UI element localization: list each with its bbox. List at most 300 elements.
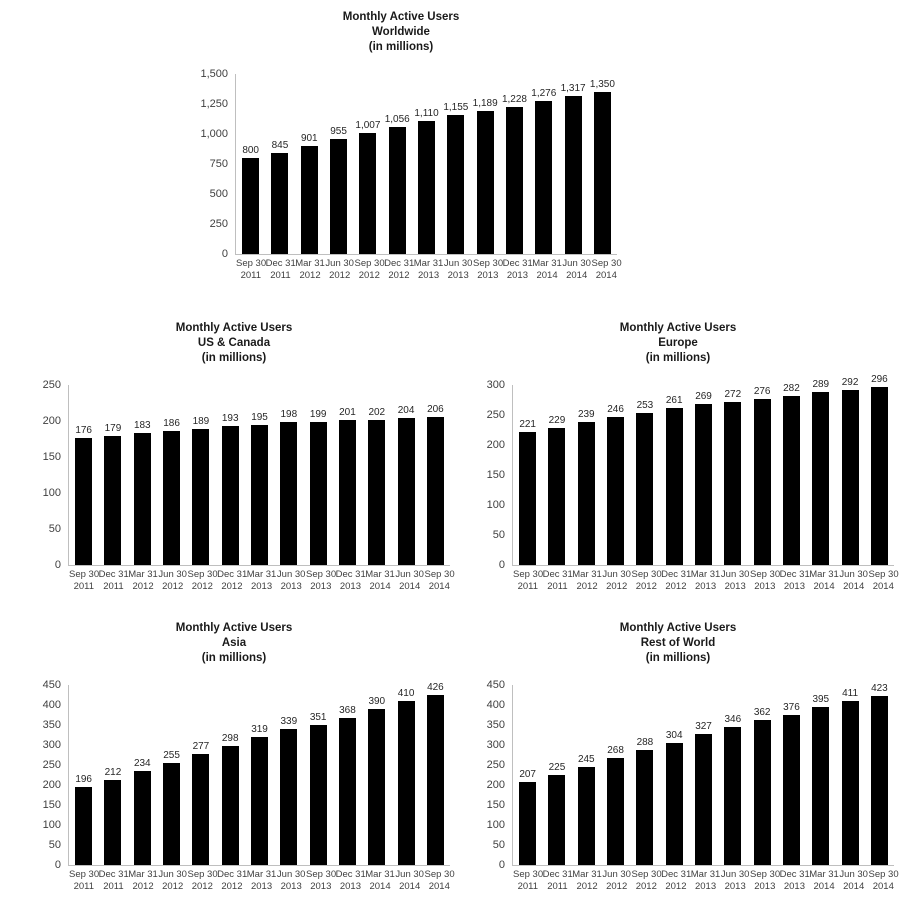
- bar: [222, 426, 239, 565]
- x-tick-line1: Sep 30: [631, 869, 662, 880]
- bar-value-label: 207: [519, 769, 536, 781]
- bar-value-label: 1,276: [531, 87, 557, 99]
- x-tick-line2: 2013: [783, 581, 805, 592]
- y-tick-label: 300: [486, 739, 505, 751]
- bar: [724, 727, 741, 865]
- x-tick-line1: Dec 31: [217, 569, 248, 580]
- bar-group: [295, 74, 324, 254]
- plot-row: [18, 679, 450, 871]
- chart-title-line3: (in millions): [645, 352, 711, 364]
- plot-row: [18, 379, 450, 571]
- chart-title-line2: Europe: [658, 337, 698, 349]
- x-tick-line2: 2013: [694, 881, 717, 892]
- x-tick-label: [266, 255, 296, 282]
- x-tick-line2: 2012: [221, 881, 243, 892]
- bar-group: [421, 681, 450, 865]
- x-tick-line2: 2011: [73, 881, 95, 892]
- chart-plot: [18, 379, 455, 593]
- x-tick-line2: 2013: [417, 270, 440, 281]
- x-tick-line1: Dec 31: [335, 569, 366, 580]
- bar-value-label: 1,350: [589, 79, 615, 90]
- bar-group: [69, 685, 98, 865]
- x-tick-line2: 2013: [250, 581, 273, 592]
- x-tick-line1: Mar 31: [413, 258, 444, 269]
- y-tick-label: 450: [486, 679, 505, 691]
- bar-group: [333, 685, 362, 865]
- bar-value-label: 255: [163, 750, 180, 761]
- y-tick-label: 200: [42, 779, 61, 791]
- x-labels: [236, 255, 621, 282]
- bar-value-label: 183: [133, 420, 151, 432]
- bar-value-label: 202: [368, 406, 386, 418]
- x-tick-line2: 2011: [547, 881, 568, 892]
- bar-value-label: 268: [607, 744, 624, 756]
- x-tick-label: [503, 255, 533, 282]
- bar-group: [777, 382, 806, 565]
- bar-group: [186, 685, 215, 865]
- x-tick-label: [632, 566, 662, 593]
- x-tick-line2: 2013: [724, 881, 746, 892]
- x-tick-line1: Mar 31: [128, 569, 158, 580]
- bar-group: [572, 385, 601, 565]
- x-tick-line2: 2014: [843, 581, 865, 592]
- chart-worldwide: [185, 6, 622, 282]
- x-tick-label: [69, 866, 99, 893]
- x-tick-line1: Mar 31: [365, 869, 395, 880]
- x-tick-label: [869, 866, 899, 893]
- bar: [280, 422, 297, 565]
- x-tick-label: [562, 255, 592, 282]
- bar: [310, 725, 327, 865]
- x-tick-label: [750, 566, 780, 593]
- x-tick-line1: Sep 30: [424, 569, 455, 580]
- bar-value-label: 298: [221, 732, 239, 744]
- x-tick-line2: 2012: [191, 881, 213, 892]
- x-tick-line2: 2012: [388, 270, 410, 281]
- x-tick-label: [395, 866, 425, 893]
- bar: [368, 709, 385, 865]
- bar-value-label: 201: [339, 407, 356, 419]
- x-tick-line1: Dec 31: [265, 258, 296, 269]
- x-tick-line2: 2011: [73, 581, 95, 592]
- y-axis: [462, 679, 512, 871]
- x-tick-line2: 2014: [536, 270, 558, 281]
- x-tick-label: [869, 566, 899, 593]
- x-tick-label: [691, 566, 721, 593]
- bar-value-label: 351: [309, 711, 327, 723]
- x-axis: [185, 255, 622, 282]
- x-tick-label: [632, 866, 662, 893]
- x-tick-line1: Mar 31: [809, 869, 839, 880]
- chart-title-line1: Monthly Active Users: [619, 622, 737, 634]
- bar-group: [529, 74, 558, 254]
- x-tick-label: [780, 866, 810, 893]
- chart-plot: [462, 679, 899, 893]
- x-tick-label: [513, 866, 543, 893]
- y-tick-label: 200: [486, 439, 505, 451]
- x-tick-line1: Mar 31: [572, 869, 602, 880]
- bar: [578, 422, 595, 565]
- bar: [607, 758, 624, 865]
- bar-value-label: 1,110: [414, 107, 439, 119]
- bar: [163, 763, 180, 865]
- y-tick-label: 300: [42, 739, 61, 751]
- x-tick-line2: 2013: [310, 581, 332, 592]
- chart-title-line1: Monthly Active Users: [342, 11, 460, 23]
- bar: [783, 396, 800, 565]
- bar-group: [362, 385, 391, 565]
- x-tick-label: [532, 255, 562, 282]
- x-tick-line1: Sep 30: [750, 869, 781, 880]
- bar: [695, 404, 712, 565]
- x-tick-line1: Sep 30: [868, 569, 899, 580]
- bar: [104, 436, 121, 565]
- bar-group: [689, 385, 718, 565]
- x-tick-line2: 2014: [595, 270, 617, 281]
- bar-value-label: 327: [695, 721, 712, 733]
- x-tick-label: [217, 866, 247, 893]
- x-tick-line2: 2014: [369, 881, 391, 892]
- chart-plot: [18, 679, 455, 893]
- x-tick-line1: Jun 30: [602, 569, 631, 580]
- plot-row: [185, 68, 617, 260]
- bar: [695, 734, 712, 865]
- bar-value-label: 339: [280, 716, 298, 728]
- x-tick-line1: Sep 30: [591, 258, 622, 269]
- x-tick-line2: 2014: [872, 881, 894, 892]
- x-tick-line2: 2012: [132, 881, 154, 892]
- bar-value-label: 1,228: [501, 93, 527, 105]
- y-tick-label: 250: [486, 409, 505, 421]
- bar: [535, 101, 552, 254]
- bar-group: [157, 385, 186, 565]
- bar: [594, 92, 611, 254]
- chart-plot: [185, 68, 622, 282]
- x-tick-label: [602, 566, 632, 593]
- bar-value-label: 176: [75, 425, 92, 437]
- x-tick-line1: Jun 30: [325, 258, 354, 269]
- bar-value-label: 1,155: [443, 102, 469, 114]
- y-tick-label: 50: [492, 839, 505, 851]
- chart-us-canada: [18, 317, 455, 593]
- x-tick-line2: 2013: [754, 881, 776, 892]
- x-tick-label: [69, 566, 99, 593]
- chart-title-line1: Monthly Active Users: [619, 322, 737, 334]
- chart-title-line2: Worldwide: [372, 26, 430, 38]
- y-tick-label: 250: [42, 379, 61, 391]
- x-tick-line2: 2014: [369, 581, 391, 592]
- y-tick-label: 100: [486, 499, 505, 511]
- bar-group: [513, 385, 542, 565]
- x-tick-line1: Jun 30: [839, 869, 868, 880]
- bar-group: [835, 685, 864, 865]
- bar-value-label: 206: [427, 403, 444, 415]
- y-tick-label: 100: [42, 487, 61, 499]
- x-tick-line2: 2012: [162, 881, 184, 892]
- bar-group: [274, 685, 303, 865]
- x-tick-line2: 2012: [665, 881, 687, 892]
- bar: [636, 750, 653, 865]
- chart-europe: [462, 317, 899, 593]
- bar: [222, 746, 239, 865]
- bar-value-label: 199: [309, 408, 327, 420]
- bar-value-label: 845: [271, 139, 289, 151]
- bar-value-label: 423: [871, 682, 888, 694]
- x-tick-line2: 2011: [240, 270, 262, 281]
- bar: [548, 428, 565, 565]
- chart-title: [462, 317, 894, 366]
- x-axis-spacer: [462, 566, 513, 593]
- bar-value-label: 800: [242, 145, 259, 156]
- bar-value-label: 261: [665, 395, 683, 407]
- bar-group: [689, 685, 718, 865]
- bar-group: [128, 685, 157, 865]
- x-axis: [462, 566, 899, 593]
- bar-value-label: 245: [577, 754, 595, 765]
- x-tick-label: [217, 566, 247, 593]
- bar-value-label: 395: [812, 694, 830, 705]
- chart-title-line2: Asia: [221, 637, 247, 649]
- chart-plot: [462, 374, 899, 593]
- bar-group: [216, 385, 245, 565]
- y-tick-label: 0: [498, 859, 505, 871]
- x-axis: [462, 866, 899, 893]
- bar-group: [421, 385, 450, 565]
- x-tick-line1: Sep 30: [473, 258, 504, 269]
- x-axis-spacer: [462, 866, 513, 893]
- bar: [75, 787, 92, 865]
- x-tick-line1: Jun 30: [839, 569, 868, 580]
- x-tick-label: [473, 255, 503, 282]
- y-tick-label: 100: [486, 819, 505, 831]
- x-tick-line2: 2012: [635, 881, 657, 892]
- x-tick-label: [306, 566, 336, 593]
- x-tick-line1: Sep 30: [750, 569, 781, 580]
- x-tick-line1: Dec 31: [98, 569, 129, 580]
- x-tick-line1: Dec 31: [779, 569, 810, 580]
- x-tick-line2: 2014: [399, 581, 421, 592]
- bar-group: [558, 74, 587, 254]
- x-axis-spacer: [18, 566, 69, 593]
- x-tick-line1: Mar 31: [246, 569, 277, 580]
- bar-value-label: 376: [783, 701, 800, 713]
- bar-value-label: 390: [368, 696, 386, 707]
- y-tick-label: 250: [209, 218, 228, 230]
- plot-area: [235, 74, 617, 255]
- x-tick-label: [325, 255, 355, 282]
- bar: [447, 115, 464, 254]
- chart-title-line3: (in millions): [201, 352, 267, 364]
- x-axis: [18, 566, 455, 593]
- x-tick-line1: Sep 30: [631, 569, 662, 580]
- x-tick-line1: Sep 30: [354, 258, 385, 269]
- x-tick-line2: 2012: [665, 581, 687, 592]
- x-tick-line2: 2014: [872, 581, 894, 592]
- bar: [666, 408, 683, 565]
- bar: [427, 695, 444, 865]
- x-tick-line2: 2011: [517, 581, 539, 592]
- bar-value-label: 276: [753, 386, 771, 398]
- plot-area: [512, 682, 894, 866]
- x-tick-line1: Dec 31: [502, 258, 533, 269]
- x-labels: [69, 866, 454, 893]
- x-tick-label: [99, 566, 129, 593]
- x-tick-label: [543, 566, 573, 593]
- y-tick-label: 50: [48, 839, 61, 851]
- bar: [271, 153, 288, 254]
- x-tick-line1: Dec 31: [661, 569, 692, 580]
- bar-value-label: 246: [607, 404, 624, 416]
- x-tick-line2: 2013: [694, 581, 717, 592]
- bar: [192, 754, 209, 865]
- bar: [812, 392, 829, 565]
- y-axis: [18, 379, 68, 571]
- bar: [842, 701, 859, 865]
- y-tick-label: 200: [42, 415, 61, 427]
- x-tick-line1: Jun 30: [158, 869, 187, 880]
- x-tick-line1: Sep 30: [306, 869, 337, 880]
- x-tick-label: [839, 566, 869, 593]
- x-tick-line1: Sep 30: [69, 569, 100, 580]
- x-tick-label: [691, 866, 721, 893]
- chart-title: [185, 6, 617, 55]
- x-tick-label: [188, 566, 218, 593]
- x-tick-label: [365, 866, 395, 893]
- bar-value-label: 195: [251, 411, 268, 423]
- x-tick-line2: 2014: [399, 881, 421, 892]
- x-tick-label: [602, 866, 632, 893]
- x-tick-label: [158, 866, 188, 893]
- x-tick-label: [365, 566, 395, 593]
- x-tick-line2: 2012: [606, 581, 628, 592]
- x-tick-line2: 2012: [635, 581, 657, 592]
- bar-group: [391, 385, 420, 565]
- x-tick-line1: Jun 30: [720, 869, 750, 880]
- bar-value-label: 411: [842, 687, 859, 699]
- x-tick-line1: Sep 30: [187, 569, 218, 580]
- bar-value-label: 272: [724, 388, 742, 400]
- bar: [163, 431, 180, 565]
- bar: [754, 720, 771, 865]
- x-tick-line2: 2014: [843, 881, 865, 892]
- bar: [477, 111, 494, 254]
- bar: [192, 429, 209, 565]
- y-axis: [185, 68, 235, 260]
- bar-value-label: 221: [519, 419, 536, 431]
- x-tick-label: [414, 255, 444, 282]
- bar: [134, 433, 151, 565]
- bar-group: [718, 385, 747, 565]
- bar-value-label: 1,317: [560, 82, 586, 94]
- bar: [636, 413, 653, 565]
- x-tick-line1: Dec 31: [542, 869, 573, 880]
- x-tick-line2: 2013: [447, 270, 469, 281]
- y-tick-label: 500: [209, 188, 228, 200]
- x-tick-label: [395, 566, 425, 593]
- chart-title: [18, 617, 450, 666]
- x-tick-line2: 2011: [517, 881, 539, 892]
- bar-group: [186, 385, 215, 565]
- x-tick-line1: Jun 30: [720, 569, 750, 580]
- bar-group: [324, 74, 353, 254]
- bar: [724, 402, 741, 565]
- bar-group: [718, 685, 747, 865]
- x-tick-line2: 2013: [477, 270, 499, 281]
- bar: [754, 399, 771, 565]
- x-labels: [513, 866, 898, 893]
- bar-value-label: 304: [665, 730, 683, 742]
- y-tick-label: 50: [492, 529, 505, 541]
- bar: [330, 139, 347, 254]
- chart-title-line3: (in millions): [645, 652, 711, 664]
- x-tick-line1: Dec 31: [779, 869, 810, 880]
- plot-row: [462, 374, 894, 571]
- x-tick-line1: Mar 31: [128, 869, 158, 880]
- x-labels: [69, 566, 454, 593]
- x-tick-line1: Dec 31: [384, 258, 415, 269]
- x-tick-line2: 2012: [299, 270, 321, 281]
- bar-value-label: 239: [577, 408, 595, 420]
- bar-value-label: 319: [251, 724, 268, 736]
- bar-group: [777, 685, 806, 865]
- chart-asia: [18, 617, 455, 893]
- x-tick-line2: 2012: [162, 581, 184, 592]
- bar: [251, 425, 268, 565]
- x-tick-line1: Jun 30: [562, 258, 591, 269]
- bar-value-label: 368: [339, 704, 356, 716]
- bar: [368, 420, 385, 565]
- x-tick-line2: 2014: [428, 881, 450, 892]
- chart-title-line3: (in millions): [368, 41, 434, 53]
- x-tick-label: [809, 866, 839, 893]
- bar-value-label: 292: [841, 376, 859, 388]
- bar: [519, 432, 536, 565]
- x-tick-label: [99, 866, 129, 893]
- x-tick-line1: Sep 30: [513, 869, 544, 880]
- x-tick-label: [720, 866, 750, 893]
- x-labels: [513, 566, 898, 593]
- x-tick-line2: 2013: [506, 270, 528, 281]
- x-tick-line1: Jun 30: [443, 258, 473, 269]
- bar-group: [274, 385, 303, 565]
- x-tick-label: [720, 566, 750, 593]
- x-tick-label: [661, 566, 691, 593]
- bar: [519, 782, 536, 865]
- x-tick-label: [572, 866, 602, 893]
- x-tick-line1: Dec 31: [661, 869, 692, 880]
- x-tick-line2: 2013: [339, 881, 361, 892]
- y-tick-label: 150: [486, 469, 505, 481]
- x-tick-label: [336, 866, 366, 893]
- x-tick-line1: Mar 31: [246, 869, 277, 880]
- bar-value-label: 198: [280, 409, 298, 421]
- bar: [666, 743, 683, 865]
- x-tick-label: [661, 866, 691, 893]
- x-tick-line1: Jun 30: [276, 869, 306, 880]
- bar-group: [660, 385, 689, 565]
- y-tick-label: 250: [42, 759, 61, 771]
- y-tick-label: 50: [48, 523, 61, 535]
- bar-group: [601, 685, 630, 865]
- bar-value-label: 277: [192, 741, 210, 753]
- x-tick-line1: Jun 30: [395, 569, 424, 580]
- x-tick-label: [158, 566, 188, 593]
- bar-group: [245, 685, 274, 865]
- bar-group: [391, 685, 420, 865]
- x-tick-line1: Sep 30: [69, 869, 100, 880]
- x-tick-line1: Sep 30: [424, 869, 455, 880]
- bar-group: [441, 74, 470, 254]
